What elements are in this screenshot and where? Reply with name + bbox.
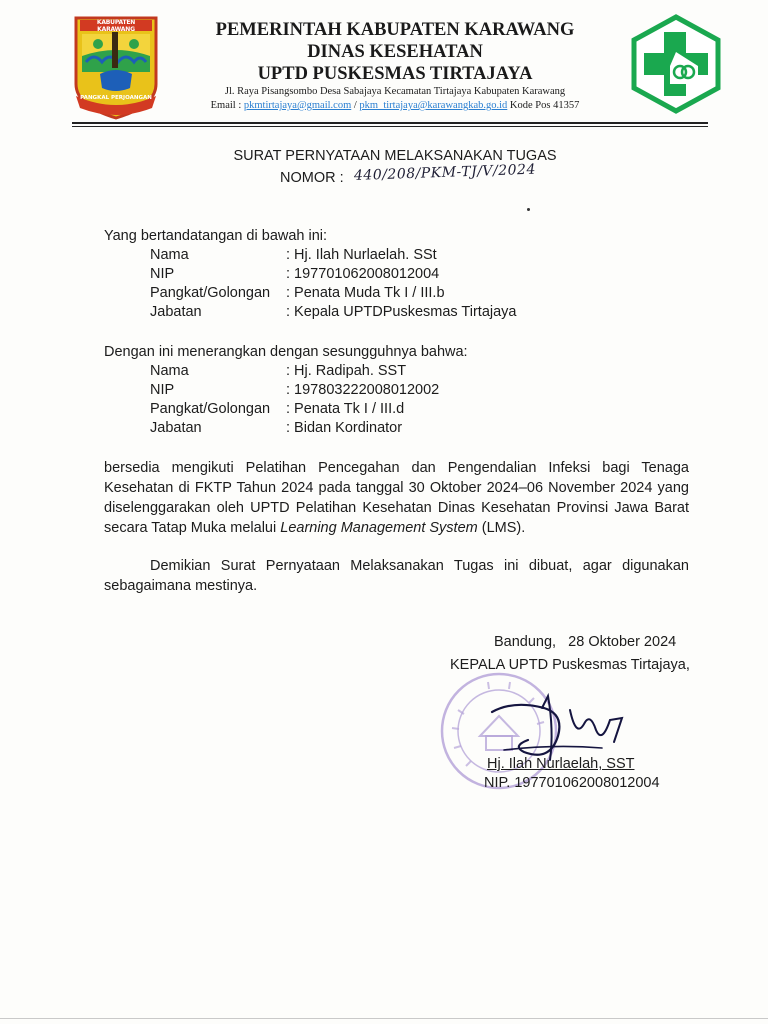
kop-line-3: UPTD PUSKESMAS TIRTAJAYA [257, 64, 533, 84]
field-value: : Penata Muda Tk I / III.b [286, 285, 445, 301]
field-label: NIP [150, 382, 175, 398]
statement-text-part1: bersedia mengikuti Pelatihan Pencegahan dan Pengendalian Infeksi bagi Tenaga Kesehatan di FKTP Tahun 2024 pada tanggal 30 Oktober 2024–06 November 2024 yang diselenggarakan oleh UPTD Pelatihan Kesehatan Dinas Kesehatan Provinsi Jawa Barat secara Tatap Muka melalui [104, 460, 689, 536]
document-title: SURAT PERNYATAAN MELAKSANAKAN TUGAS [233, 148, 557, 164]
statement-text-italic: Learning Management System [280, 520, 478, 536]
field-value: : Penata Tk I / III.d [286, 401, 405, 417]
field-label: Jabatan [150, 304, 202, 320]
document-number-label: NOMOR : [280, 170, 344, 186]
left-logo-ribbon: PANGKAL PERJOANGAN [80, 95, 152, 101]
signatory-nip: NIP. 197701062008012004 [484, 775, 660, 791]
letterhead-rule-thin [72, 126, 708, 127]
field-value: : 197803222008012002 [286, 382, 440, 398]
field-value: : Kepala UPTDPuskesmas Tirtajaya [286, 304, 517, 320]
document-number-handwritten: 440/208/PKM-TJ/V/2024 [353, 161, 537, 184]
email-link-karawangkab[interactable]: pkm_tirtajaya@karawangkab.go.id [359, 100, 508, 111]
scan-edge-line [0, 1018, 768, 1019]
signatory-name: Hj. Ilah Nurlaelah, SST [487, 756, 635, 772]
statement-text-part2: (LMS). [477, 520, 526, 536]
kop-line-2: DINAS KESEHATAN [307, 42, 483, 62]
letterhead-rule-thick [72, 122, 708, 124]
field-label: NIP [150, 266, 175, 282]
email-separator: / [353, 100, 357, 111]
puskesmas-logo [628, 14, 724, 114]
letterhead [0, 0, 768, 130]
closing-paragraph: Demikian Surat Pernyataan Melaksanakan Tugas ini dibuat, agar digunakan sebagaimana mestinya. [104, 558, 689, 594]
field-label: Pangkat/Golongan [150, 285, 271, 301]
field-value: : Hj. Radipah. SST [286, 363, 407, 379]
signatory-intro: Yang bertandatangan di bawah ini: [104, 228, 328, 244]
field-label: Nama [150, 363, 189, 379]
kop-contact [160, 100, 630, 111]
field-value: : 197701062008012004 [286, 266, 440, 282]
field-value: : Bidan Kordinator [286, 420, 403, 436]
field-label: Nama [150, 247, 189, 263]
left-logo-banner: KABUPATEN KARAWANG [96, 19, 136, 33]
postal-code: Kode Pos 41357 [509, 100, 580, 111]
place-date: Bandung, 28 Oktober 2024 [494, 634, 677, 650]
kop-line-1: PEMERINTAH KABUPATEN KARAWANG [215, 20, 575, 40]
field-label: Pangkat/Golongan [150, 401, 271, 417]
ink-dot [527, 208, 530, 211]
signatory-position: KEPALA UPTD Puskesmas Tirtajaya, [450, 657, 690, 673]
statement-paragraph [104, 458, 689, 538]
email-link-gmail[interactable]: pkmtirtajaya@gmail.com [243, 100, 352, 111]
email-label: Email : [210, 100, 242, 111]
field-value: : Hj. Ilah Nurlaelah. SSt [286, 247, 437, 263]
field-label: Jabatan [150, 420, 202, 436]
subject-intro: Dengan ini menerangkan dengan sesungguhnya bahwa: [104, 344, 468, 360]
kop-address: Jl. Raya Pisangsombo Desa Sabajaya Kecamatan Tirtajaya Kabupaten Karawang [224, 86, 566, 97]
